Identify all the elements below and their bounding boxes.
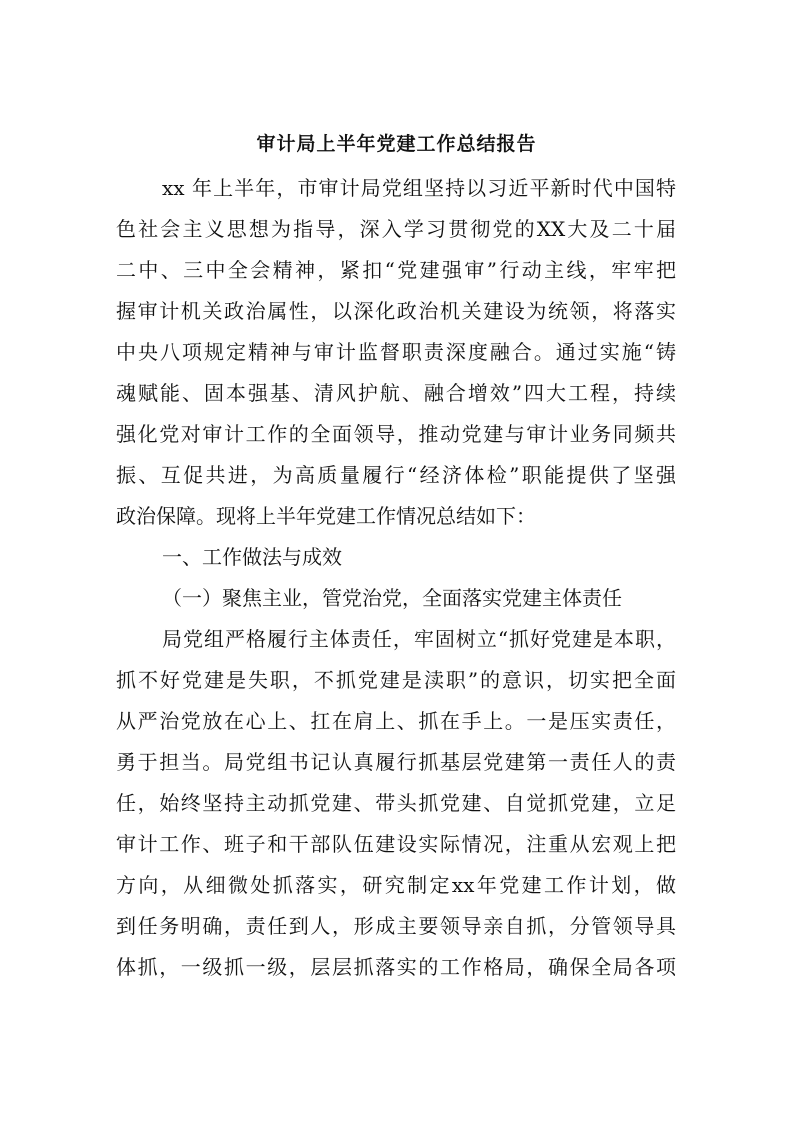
paragraph-line: 从严治党放在心上、扛在肩上、抓在手上。一是压实责任， (116, 709, 676, 733)
document-title: 审计局上半年党建工作总结报告 (256, 133, 537, 155)
paragraph-line: 抓不好党建是失职，不抓党建是渎职”的意识，切实把全面 (116, 668, 676, 692)
paragraph-line: 到任务明确，责任到人，形成主要领导亲自抓，分管领导具 (116, 914, 676, 938)
paragraph-line: 魂赋能、固本强基、清风护航、融合增效”四大工程，持续 (116, 381, 676, 405)
section-heading: 一、工作做法与成效 (162, 545, 342, 569)
paragraph-line: xx 年上半年，市审计局党组坚持以习近平新时代中国特 (162, 176, 676, 200)
paragraph-line: 色社会主义思想为指导，深入学习贯彻党的XX大及二十届 (116, 217, 676, 241)
paragraph-line: 政治保障。现将上半年党建工作情况总结如下： (116, 504, 536, 528)
paragraph-line: 勇于担当。局党组书记认真履行抓基层党建第一责任人的责 (116, 750, 676, 774)
paragraph-line: 审计工作、班子和干部队伍建设实际情况，注重从宏观上把 (116, 832, 676, 856)
paragraph-line: 强化党对审计工作的全面领导，推动党建与审计业务同频共 (116, 422, 676, 446)
paragraph-line: 中央八项规定精神与审计监督职责深度融合。通过实施“铸 (116, 340, 676, 364)
paragraph-line: 振、互促共进，为高质量履行“经济体检”职能提供了坚强 (116, 463, 676, 487)
paragraph-line: 握审计机关政治属性，以深化政治机关建设为统领，将落实 (116, 299, 676, 323)
paragraph-line: 体抓，一级抓一级，层层抓落实的工作格局，确保全局各项 (116, 955, 676, 979)
paragraph-line: 方向，从细微处抓落实，研究制定xx年党建工作计划，做 (116, 873, 676, 897)
paragraph-line: 二中、三中全会精神，紧扣“党建强审”行动主线，牢牢把 (116, 258, 676, 282)
subsection-heading: （一）聚焦主业，管党治党，全面落实党建主体责任 (162, 586, 622, 610)
paragraph-line: 任，始终坚持主动抓党建、带头抓党建、自觉抓党建，立足 (116, 791, 676, 815)
paragraph-line: 局党组严格履行主体责任，牢固树立“抓好党建是本职， (162, 627, 676, 651)
